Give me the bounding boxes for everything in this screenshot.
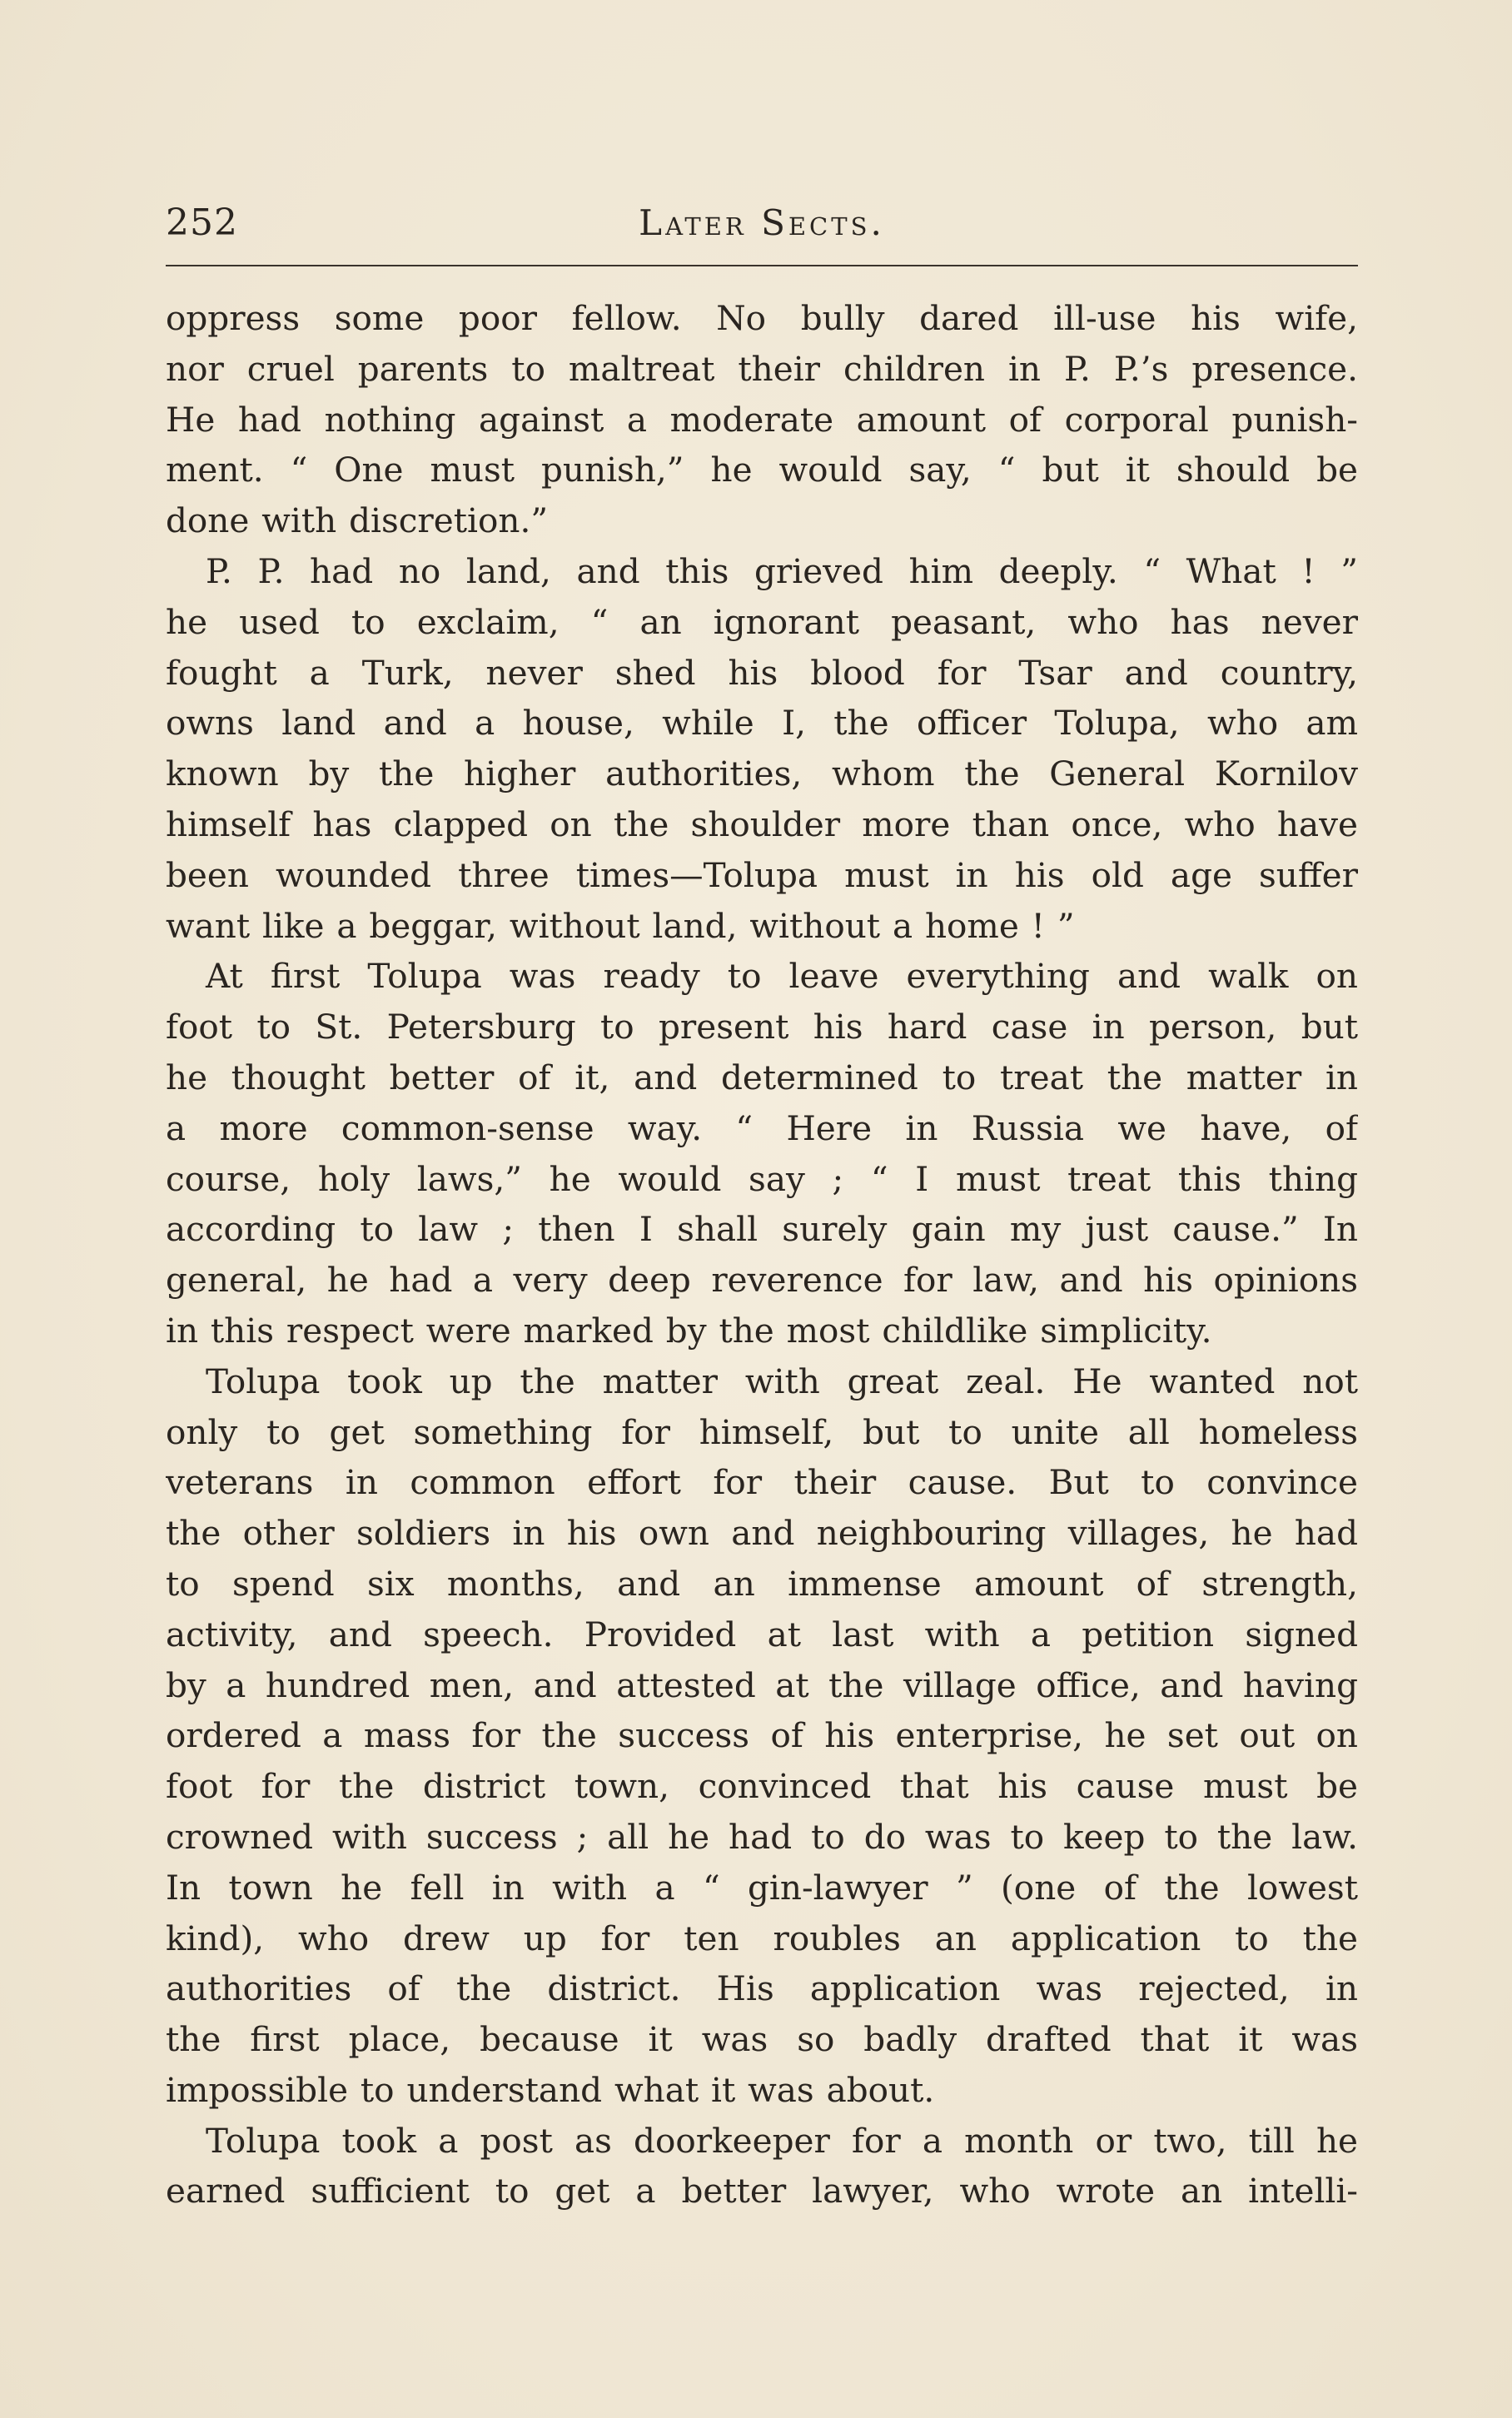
text-line: in this respect were marked by the most childlike simplicity. (166, 1310, 1212, 1351)
text-line: kind), who drew up for ten roubles an application to the (166, 1918, 1358, 1958)
text-line: a more common-sense way. “ Here in Russia we have, of (166, 1107, 1358, 1148)
text-line: activity, and speech. Provided at last with a petition signed (166, 1614, 1358, 1654)
page-header (166, 198, 1358, 248)
text-line: been wounded three times—Tolupa must in his old age suffer (166, 854, 1358, 895)
text-line: veterans in common effort for their cause. But to convince (166, 1462, 1358, 1503)
text-line: only to get something for himself, but to unite all homeless (166, 1411, 1358, 1452)
text-line: impossible to understand what it was about. (166, 2069, 935, 2110)
text-line: owns land and a house, while I, the officer Tolupa, who am (166, 703, 1358, 744)
text-line: course, holy laws,” he would say ; “ I must treat this thing (166, 1158, 1358, 1199)
text-line: P. P. had no land, and this grieved him deeply. “ What ! ” (206, 550, 1358, 591)
text-line: general, he had a very deep reverence for law, and his opinions (166, 1260, 1358, 1301)
text-line: At first Tolupa was ready to leave everything and walk on (206, 956, 1358, 997)
text-line: himself has clapped on the shoulder more than once, who have (166, 804, 1358, 844)
text-line: ordered a mass for the success of his enterprise, he set out on (166, 1715, 1358, 1756)
text-line: according to law ; then I shall surely gain my just cause.” In (166, 1209, 1358, 1250)
text-line: Tolupa took up the matter with great zeal. He wanted not (206, 1361, 1358, 1401)
text-line: to spend six months, and an immense amount of strength, (166, 1563, 1358, 1604)
text-line: oppress some poor fellow. No bully dared ill-use his wife, (166, 298, 1358, 338)
text-line: done with discretion.” (166, 500, 549, 541)
header-rule (166, 265, 1358, 266)
text-line: ment. “ One must punish,” he would say, “ but it should be (166, 450, 1358, 490)
text-line: he used to exclaim, “ an ignorant peasant, who has never (166, 601, 1358, 642)
text-line: authorities of the district. His application was rejected, in (166, 1968, 1358, 2009)
body-text (166, 293, 1358, 2216)
text-line: known by the higher authorities, whom the General Kornilov (166, 754, 1358, 794)
text-line: Tolupa took a post as doorkeeper for a month or two, till he (206, 2120, 1358, 2161)
text-line: fought a Turk, never shed his blood for Tsar and country, (166, 652, 1358, 693)
text-line: foot to St. Petersburg to present his hard case in person, but (166, 1007, 1358, 1047)
text-line: he thought better of it, and determined to treat the matter in (166, 1057, 1358, 1097)
text-line: In town he fell in with a “ gin-lawyer ” (one of the lowest (166, 1867, 1358, 1908)
text-line: earned sufficient to get a better lawyer, who wrote an intelli- (166, 2171, 1358, 2212)
text-line: He had nothing against a moderate amount of corporal punish- (166, 399, 1358, 440)
text-line: want like a beggar, without land, without a home ! ” (166, 905, 1075, 946)
text-line: foot for the district town, convinced that his cause must be (166, 1766, 1358, 1807)
text-line: by a hundred men, and attested at the village office, and having (166, 1664, 1358, 1705)
running-head: Later Sects. (639, 202, 885, 243)
text-line: the other soldiers in his own and neighbouring villages, he had (166, 1513, 1358, 1554)
text-line: crowned with success ; all he had to do was to keep to the law. (166, 1816, 1358, 1857)
text-line: the first place, because it was so badly drafted that it was (166, 2019, 1358, 2060)
page-number: 252 (166, 202, 238, 244)
text-line: nor cruel parents to maltreat their children in P. P.’s presence. (166, 348, 1358, 389)
